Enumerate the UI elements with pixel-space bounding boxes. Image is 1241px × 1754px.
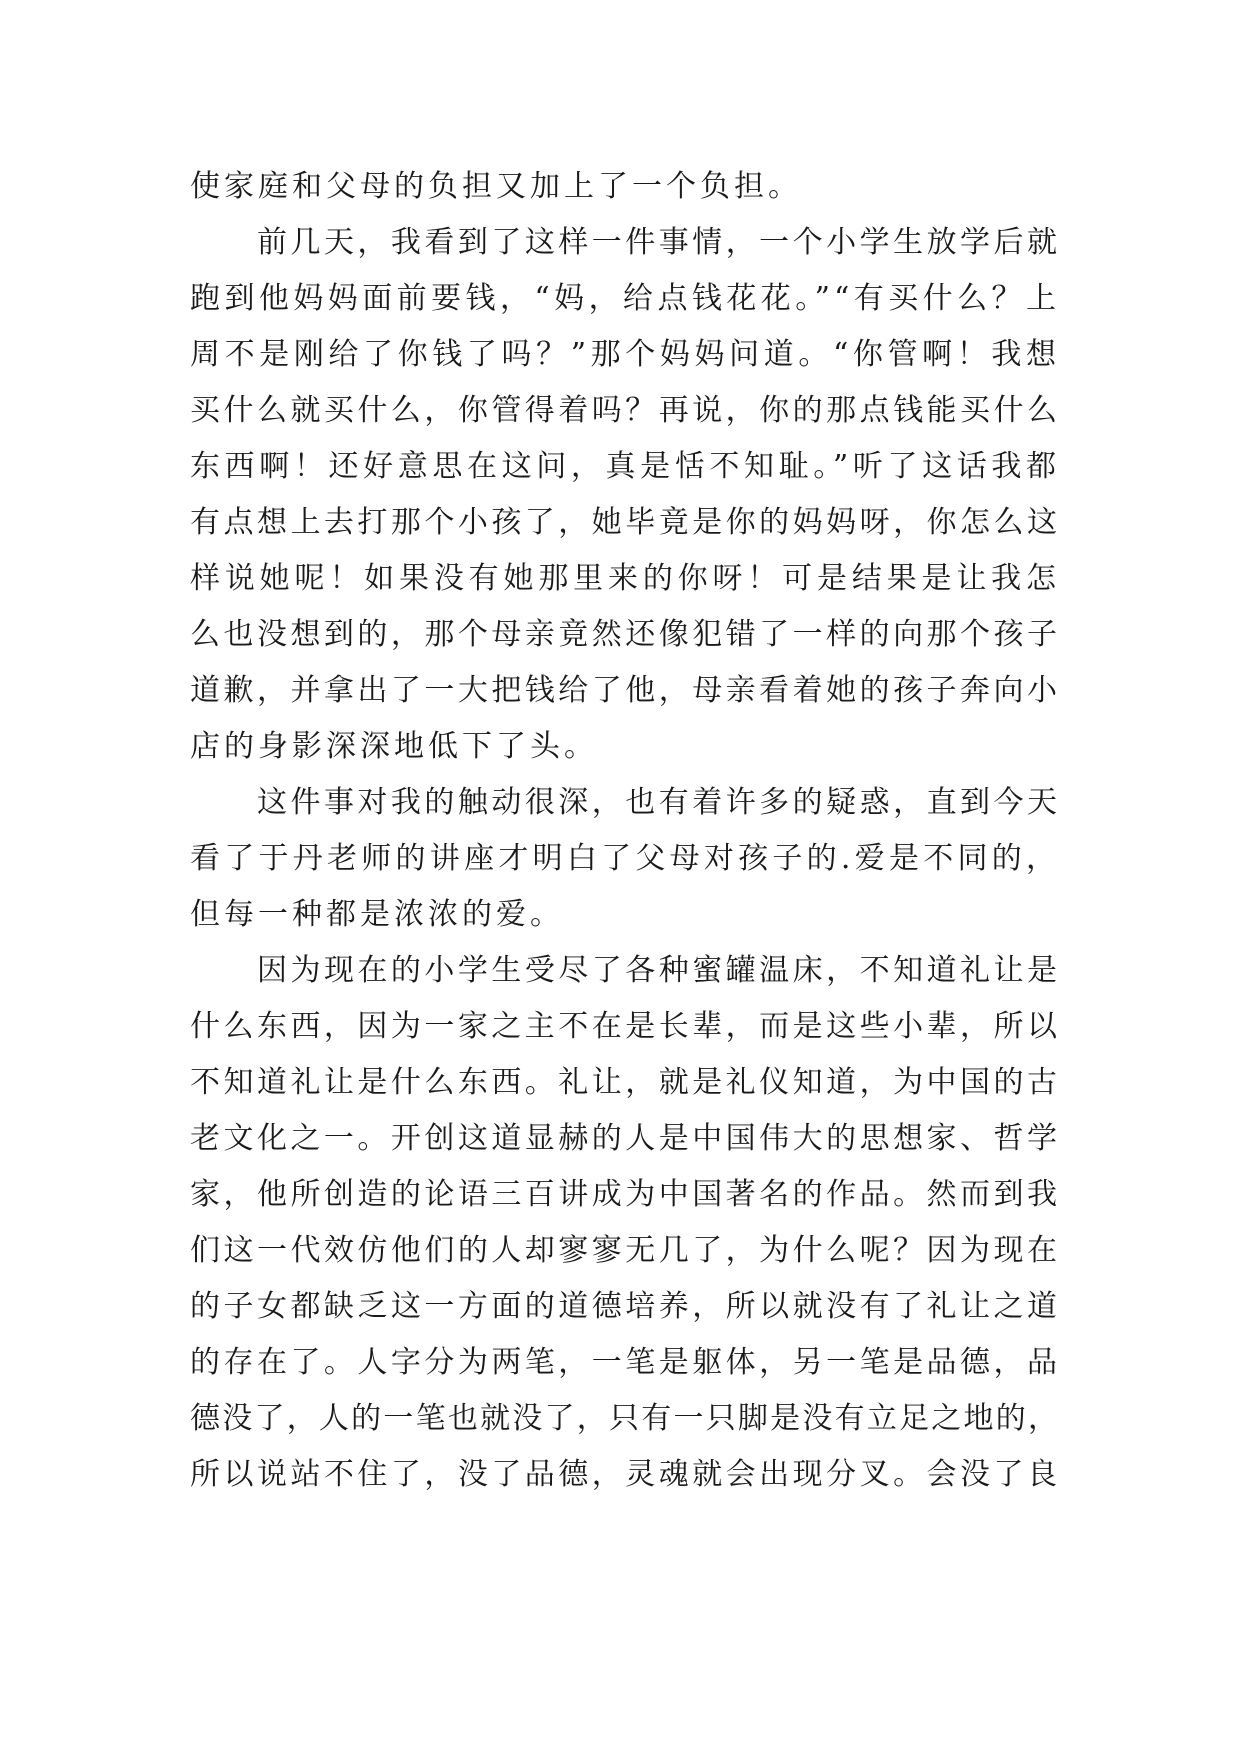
text-line: 跑到他妈妈面前要钱，“妈，给点钱花花。”“有买什么？上 — [190, 281, 1060, 316]
text-line: 什么东西，因为一家之主不在是长辈，而是这些小辈，所以 — [190, 1009, 1060, 1044]
text-line: 因为现在的小学生受尽了各种蜜罐温床，不知道礼让是 — [257, 953, 1060, 988]
text-line: 老文化之一。开创这道显赫的人是中国伟大的思想家、哲学 — [190, 1121, 1060, 1156]
text-line: 么也没想到的，那个母亲竟然还像犯错了一样的向那个孩子 — [190, 617, 1060, 652]
text-line: 的子女都缺乏这一方面的道德培养，所以就没有了礼让之道 — [190, 1289, 1060, 1324]
text-line: 的存在了。人字分为两笔，一笔是躯体，另一笔是品德，品 — [190, 1345, 1060, 1380]
text-line: 所以说站不住了，没了品德，灵魂就会出现分叉。会没了良 — [190, 1457, 1060, 1492]
text-line: 看了于丹老师的讲座才明白了父母对孩子的.爱是不同的， — [190, 841, 1060, 876]
text-line: 样说她呢！如果没有她那里来的你呀！可是结果是让我怎 — [190, 561, 1060, 596]
text-line: 但每一种都是浓浓的爱。 — [190, 897, 564, 932]
text-line: 东西啊！还好意思在这问，真是恬不知耻。”听了这话我都 — [190, 449, 1060, 484]
text-line: 周不是刚给了你钱了吗？”那个妈妈问道。“你管啊！我想 — [190, 337, 1060, 372]
text-line: 店的身影深深地低下了头。 — [190, 729, 598, 764]
body-text — [190, 159, 1060, 1503]
text-line: 买什么就买什么，你管得着吗？再说，你的那点钱能买什么 — [190, 393, 1060, 428]
text-line: 使家庭和父母的负担又加上了一个负担。 — [190, 169, 802, 204]
text-line: 家，他所创造的论语三百讲成为中国著名的作品。然而到我 — [190, 1177, 1060, 1212]
text-line: 们这一代效仿他们的人却寥寥无几了，为什么呢？因为现在 — [190, 1233, 1060, 1268]
text-line: 道歉，并拿出了一大把钱给了他，母亲看着她的孩子奔向小 — [190, 673, 1060, 708]
text-line: 前几天，我看到了这样一件事情，一个小学生放学后就 — [257, 225, 1060, 260]
text-line: 有点想上去打那个小孩了，她毕竟是你的妈妈呀，你怎么这 — [190, 505, 1060, 540]
text-line: 这件事对我的触动很深，也有着许多的疑惑，直到今天 — [257, 785, 1060, 820]
text-line: 不知道礼让是什么东西。礼让，就是礼仪知道，为中国的古 — [190, 1065, 1060, 1100]
text-line: 德没了，人的一笔也就没了，只有一只脚是没有立足之地的， — [190, 1401, 1060, 1436]
